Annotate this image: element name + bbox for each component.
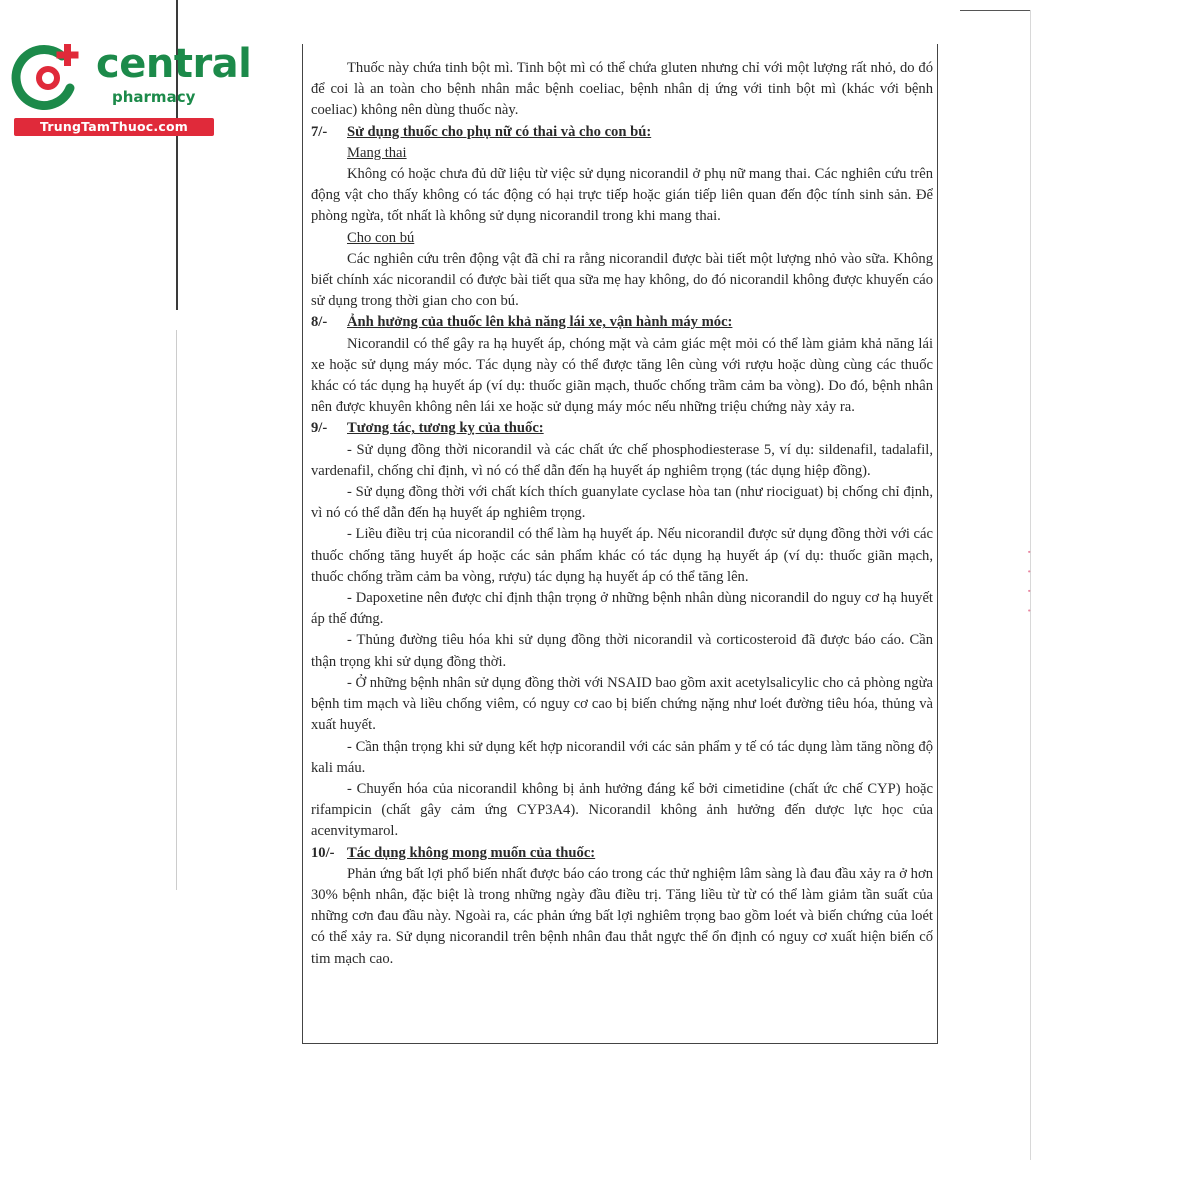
intro-paragraph: Thuốc này chứa tinh bột mì. Tinh bột mì có thể chứa gluten nhưng chỉ với một lượng rất nhỏ, do đó để coi là an toàn cho bệnh nhân mắc bệnh coeliac, bệnh nhân dị ứng với tinh bột mì (khác với bệnh coeliac) không nên dùng thuốc này. (311, 60, 933, 119)
interaction-item: - Sử dụng đồng thời nicorandil và các chất ức chế phosphodiesterase 5, ví dụ: sildenafil, tadalafil, vardenafil, chống chỉ định, vì nó có thể dẫn đến hạ huyết áp nghiêm trọng (tác dụng hiệp đồng). (311, 441, 933, 479)
interaction-item: - Sử dụng đồng thời với chất kích thích guanylate cyclase hòa tan (như riociguat) bị chống chỉ định, vì nó có thể dẫn đến hạ huyết áp nghiêm trọng. (311, 484, 933, 522)
interaction-item: - Thủng đường tiêu hóa khi sử dụng đồng thời nicorandil và corticosteroid đã được báo cáo. Cần thận trọng khi sử dụng đồng thời. (311, 632, 933, 670)
leaflet-page (302, 44, 938, 1044)
website-banner: TrungTamThuoc.com (14, 118, 214, 136)
subheading-breastfeeding: Cho con bú (347, 229, 415, 246)
subheading-pregnancy: Mang thai (347, 144, 407, 161)
scan-top-edge (960, 10, 1030, 11)
section-number: 10/- (311, 844, 335, 861)
section-title: Ảnh hưởng của thuốc lên khả năng lái xe, vận hành máy móc: (347, 314, 733, 331)
interaction-item: - Cần thận trọng khi sử dụng kết hợp nicorandil với các sản phẩm y tế có tác dụng làm tăng nồng độ kali máu. (311, 738, 933, 776)
side-effects-paragraph: Phản ứng bất lợi phổ biến nhất được báo cáo trong các thử nghiệm lâm sàng là đau đầu xảy ra ở hơn 30% bệnh nhân, đặc biệt là trong những ngày đầu điều trị. Tăng liều từ từ có thể làm giảm tần suất của những cơn đau đầu này. Ngoài ra, các phản ứng bất lợi nghiêm trọng bao gồm loét và biến chứng của loét có thể xảy ra. Sử dụng nicorandil trên bệnh nhân đau thắt ngực thể ổn định có nguy cơ xuất hiện biến cố tim mạch cao. (311, 865, 933, 967)
scan-edge-line-faint (176, 330, 177, 890)
interaction-item: - Ở những bệnh nhân sử dụng đồng thời với NSAID bao gồm axit acetylsalicylic cho cả phòng ngừa bệnh tim mạch và liều chống viêm, có nguy cơ cao bị biến chứng nặng như loét đường tiêu hóa, thủng và xuất huyết. (311, 674, 933, 734)
section-title: Tương tác, tương kỵ của thuốc: (347, 420, 544, 437)
section-number: 9/- (311, 420, 328, 437)
leaflet-content (311, 58, 933, 970)
interaction-item: - Liều điều trị của nicorandil có thể làm hạ huyết áp. Nếu nicorandil được sử dụng đồng thời với các thuốc chống tăng huyết áp hoặc các sản phẩm khác có tác dụng hạ huyết áp (ví dụ: thuốc giãn mạch, thuốc chống trầm cảm ba vòng, rượu) tác dụng hạ huyết áp có thể tăng lên. (311, 526, 933, 585)
breastfeeding-paragraph: Các nghiên cứu trên động vật đã chỉ ra rằng nicorandil được bài tiết một lượng nhỏ vào sữa. Không biết chính xác nicorandil có được bài tiết qua sữa mẹ hay không, do đó nicorandil không được khuyến cáo sử dụng trong thời gian cho con bú. (311, 250, 933, 310)
pharmacy-cross-logo-icon (10, 38, 86, 114)
section-title: Sử dụng thuốc cho phụ nữ có thai và cho con bú: (347, 123, 652, 140)
pregnancy-paragraph: Không có hoặc chưa đủ dữ liệu từ việc sử dụng nicorandil ở phụ nữ mang thai. Các nghiên cứu trên động vật cho thấy không có tác động có hại trực tiếp hoặc gián tiếp liên quan đến độc tính sinh sản. Để phòng ngừa, tốt nhất là không sử dụng nicorandil trong khi mang thai. (311, 166, 933, 225)
section-10-heading (311, 843, 933, 864)
brand-subtitle: pharmacy (112, 88, 196, 106)
red-stamp-mark: ꞏ ꞏ ꞏ ꞏ (1022, 550, 1036, 619)
section-number: 7/- (311, 123, 328, 140)
interaction-item: - Chuyển hóa của nicorandil không bị ảnh hưởng đáng kể bởi cimetidine (chất ức chế CYP) hoặc rifampicin (chất gây cảm ứng CYP3A4). Nicorandil không ảnh hưởng đến dược lực học của acenvitymarol. (311, 780, 933, 840)
interaction-item: - Dapoxetine nên được chỉ định thận trọng ở những bệnh nhân dùng nicorandil do nguy cơ hạ huyết áp thế đứng. (311, 590, 933, 628)
brand-name: central (96, 41, 252, 87)
section-9-heading (311, 418, 933, 439)
section-7-heading (311, 122, 933, 143)
central-pharmacy-logo (10, 38, 252, 138)
section-8-heading (311, 312, 933, 333)
section-number: 8/- (311, 314, 328, 331)
section-title: Tác dụng không mong muốn của thuốc: (347, 844, 596, 861)
driving-paragraph: Nicorandil có thể gây ra hạ huyết áp, chóng mặt và cảm giác mệt mỏi có thể làm giảm khả năng lái xe hoặc sử dụng máy móc. Tác dụng này có thể được tăng lên cùng với rượu hoặc dùng cùng các thuốc khác có tác dụng hạ huyết áp (ví dụ: thuốc giãn mạch, thuốc chống trầm cảm ba vòng). Do đó, bệnh nhân nên được khuyên không nên lái xe hoặc sử dụng máy móc nếu những triệu chứng này xảy ra. (311, 335, 933, 416)
